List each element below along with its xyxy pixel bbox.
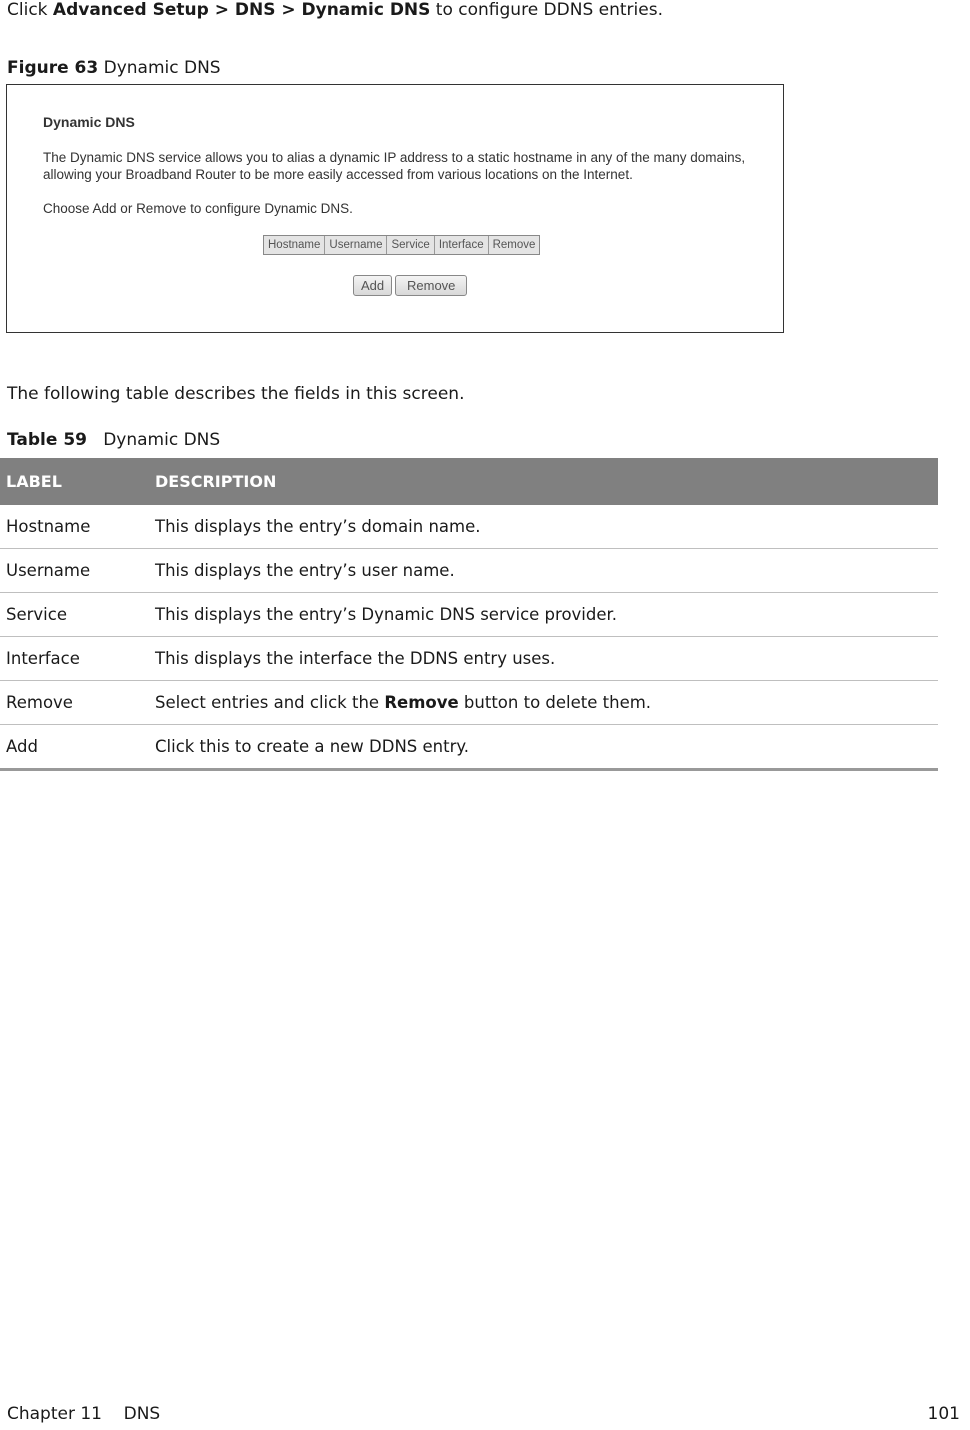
panel-instruction: Choose Add or Remove to configure Dynamic DNS. [43,201,353,216]
table-row [0,549,938,593]
row-description: Click this to create a new DDNS entry. [149,725,938,770]
table-row [0,725,938,770]
footer-chapter: Chapter 11 DNS [7,1404,161,1424]
intro-text: Click Advanced Setup > DNS > Dynamic DNS to configure DDNS entries. [7,0,663,20]
col-remove: Remove [489,236,540,254]
row-description: This displays the entry’s user name. [149,549,938,593]
row-label: Username [0,549,149,593]
row-description: This displays the entry’s Dynamic DNS service provider. [149,593,938,637]
field-table [0,458,938,771]
col-interface: Interface [435,236,489,254]
footer-page-number: 101 [927,1404,960,1424]
row-description: Select entries and click the Remove button to delete them. [149,681,938,725]
row-label: Hostname [0,505,149,549]
col-service: Service [387,236,434,254]
table-row [0,681,938,725]
header-description: DESCRIPTION [149,458,938,505]
table-row [0,593,938,637]
table-row [0,505,938,549]
row-label: Add [0,725,149,770]
table-caption: Table 59 Dynamic DNS [7,430,221,450]
table-header-row [0,458,938,505]
figure-caption: Figure 63 Dynamic DNS [7,58,221,78]
screenshot-panel [6,84,784,333]
table-row [0,637,938,681]
header-label: LABEL [0,458,149,505]
panel-title: Dynamic DNS [43,114,135,130]
panel-description: The Dynamic DNS service allows you to alias a dynamic IP address to a static hostname in any of the many domains, allowing your Broadband Router to be more easily accessed from various locations on the Internet. [43,150,746,182]
row-description: This displays the entry’s domain name. [149,505,938,549]
add-button[interactable]: Add [353,275,392,296]
remove-button[interactable]: Remove [395,275,467,296]
ddns-table-header [263,235,540,255]
col-username: Username [325,236,387,254]
row-description: This displays the interface the DDNS entry uses. [149,637,938,681]
row-label: Interface [0,637,149,681]
row-label: Service [0,593,149,637]
table-intro: The following table describes the fields in this screen. [7,384,465,404]
row-label: Remove [0,681,149,725]
col-hostname: Hostname [264,236,325,254]
